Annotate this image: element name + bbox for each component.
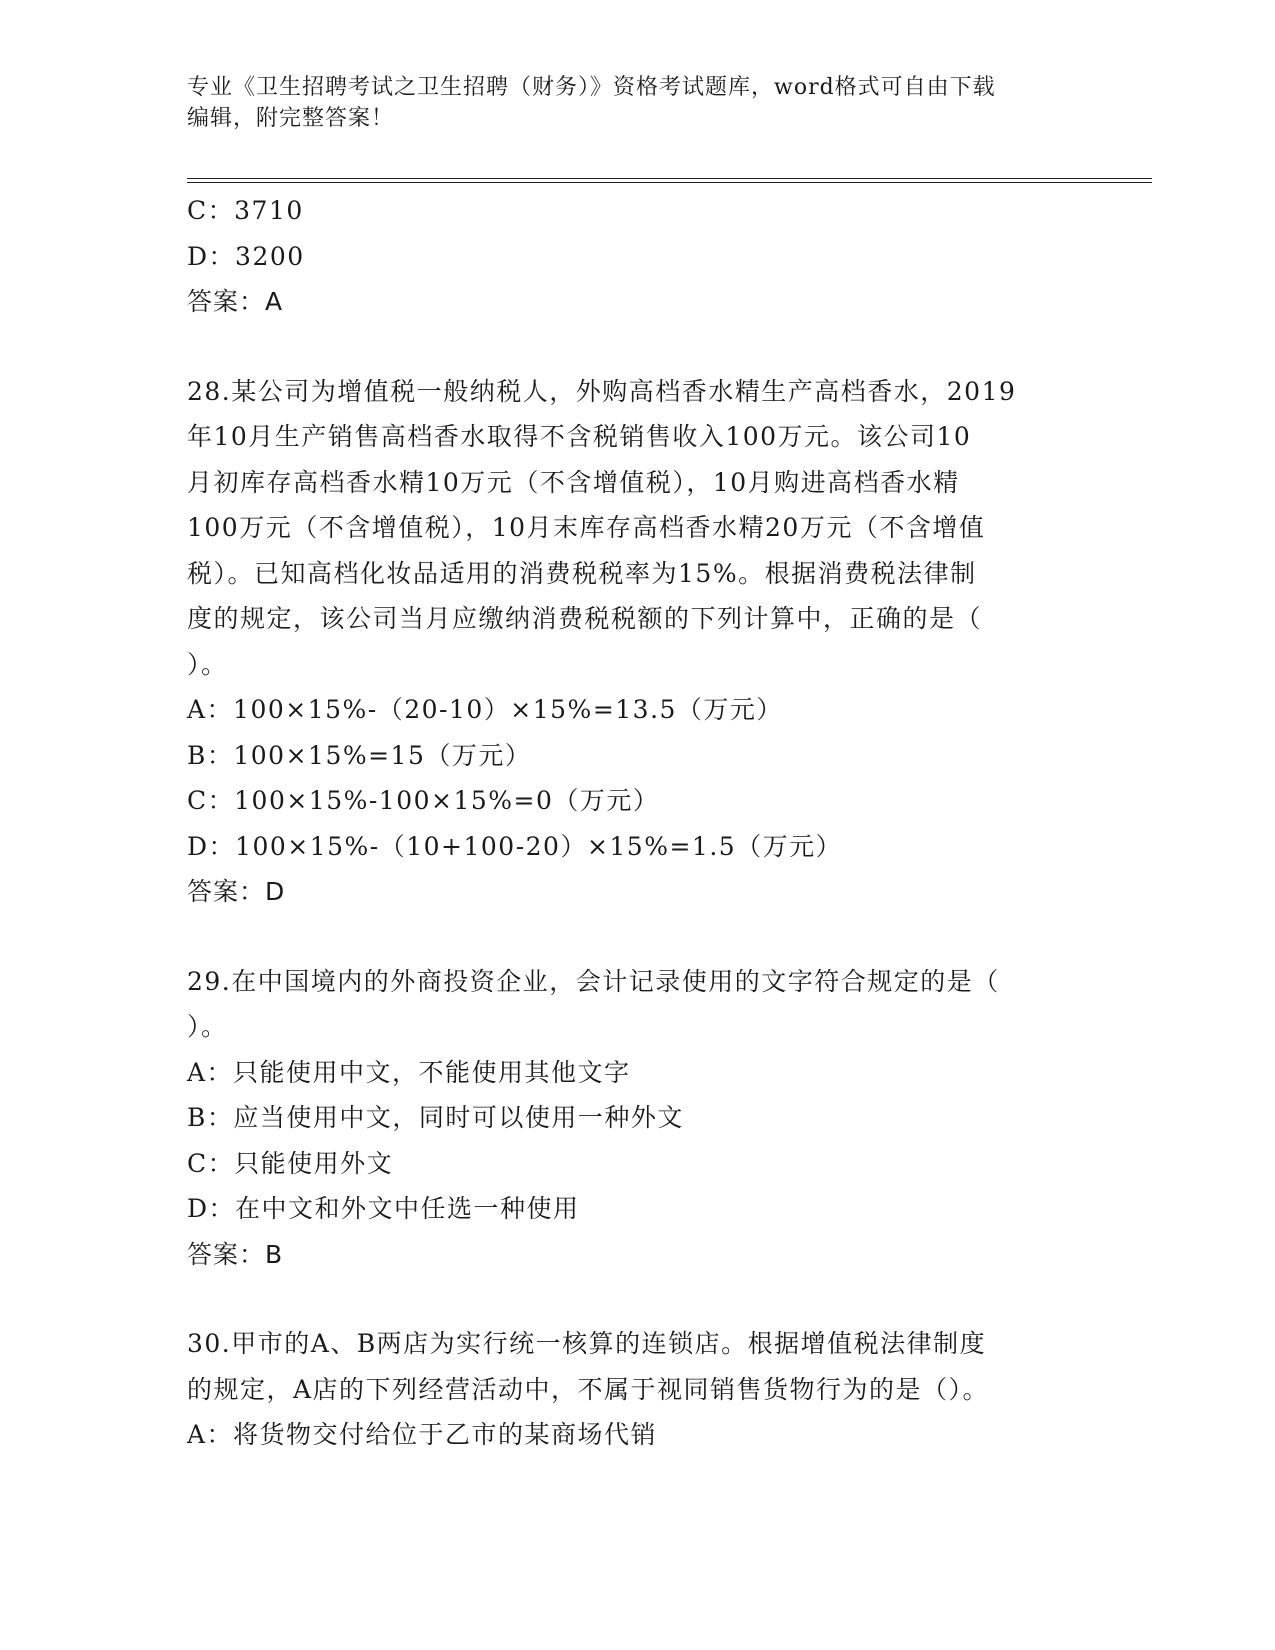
question-text-line: ）。 [187,1012,228,1041]
option-line: B：100×15%=15（万元） [187,740,532,770]
question-text-line: 30.甲市的A、B两店为实行统一核算的连锁店。根据增值税法律制度 [187,1329,987,1358]
header-line-1: 专业《卫生招聘考试之卫生招聘（财务）》资格考试题库，word格式可自由下载 [187,75,996,100]
question-text-line: 年10月生产销售高档香水取得不含税销售收入100万元。该公司10 [187,422,972,451]
question-block-28 [187,369,1087,915]
answer-line: 答案：D [187,877,286,906]
question-text-line: 度的规定，该公司当月应缴纳消费税税额的下列计算中，正确的是（ [187,604,983,633]
option-line: C：100×15%-100×15%=0（万元） [187,786,660,815]
option-line: D：100×15%-（10+100-20）×15%=1.5（万元） [187,831,843,861]
option-line: D：在中文和外文中任选一种使用 [187,1194,580,1223]
page-header [187,72,1087,134]
option-line: A：100×15%-（20-10）×15%=13.5（万元） [187,695,783,724]
question-text-line: 28.某公司为增值税一般纳税人，外购高档香水精生产高档香水，2019 [187,376,1017,406]
question-block-29 [187,959,1087,1278]
question-text-line: ）。 [187,649,228,679]
answer-line: 答案：A [187,287,284,316]
option-line: C：只能使用外文 [187,1148,394,1178]
question-text-line: 税）。已知高档化妆品适用的消费税税率为15%。根据消费税法律制 [187,558,977,588]
answer-line: 答案：B [187,1239,284,1269]
header-divider [187,178,1152,183]
question-text-line: 的规定，A店的下列经营活动中，不属于视同销售货物行为的是（）。 [187,1374,990,1404]
option-line: A：将货物交付给位于乙市的某商场代销 [187,1420,658,1449]
header-line-2: 编辑，附完整答案！ [187,106,395,131]
question-block-30 [187,1321,1087,1458]
question-list [187,188,1087,1458]
question-block-27-tail [187,188,1087,325]
option-line: D：3200 [187,241,305,271]
question-text-line: 29.在中国境内的外商投资企业，会计记录使用的文字符合规定的是（ [187,966,1000,996]
option-line: B：应当使用中文，同时可以使用一种外文 [187,1103,684,1132]
question-text-line: 100万元（不含增值税），10月末库存高档香水精20万元（不含增值 [187,513,986,542]
option-line: C：3710 [187,196,304,225]
question-text-line: 月初库存高档香水精10万元（不含增值税），10月购进高档香水精 [187,467,960,497]
option-line: A：只能使用中文，不能使用其他文字 [187,1057,631,1087]
